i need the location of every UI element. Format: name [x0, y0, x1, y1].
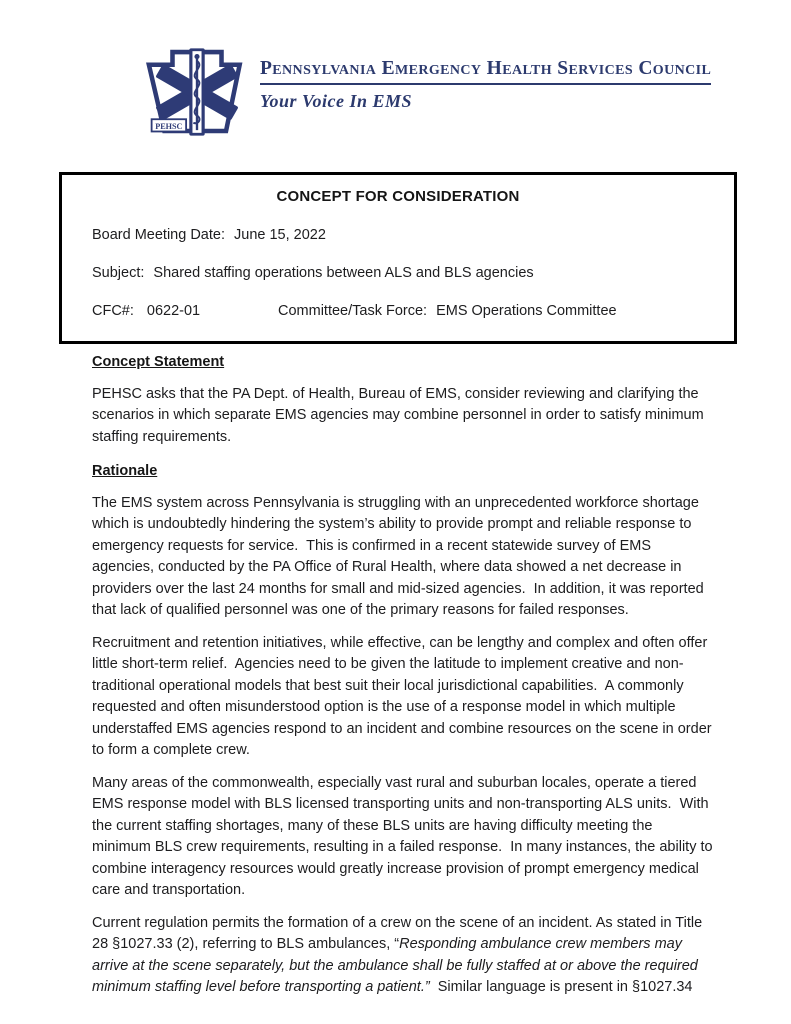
board-meeting-label: Board Meeting Date:	[92, 227, 225, 243]
cfc-committee-row	[92, 300, 704, 322]
cfc-label: CFC#:	[92, 303, 134, 319]
org-tagline: Your Voice In EMS	[260, 91, 413, 111]
concept-box	[59, 172, 737, 344]
rod-of-asclepius-icon	[192, 51, 201, 133]
concept-box-title: CONCEPT FOR CONSIDERATION	[276, 188, 520, 205]
regulation-text-lead: Current regulation permits the formation of a crew on the scene of an incident. As stated in Title 28 §1027.33 (2), referring to BLS ambulances, “	[92, 914, 707, 952]
committee-label: Committee/Task Force:	[278, 303, 428, 319]
cfc-number: 0622-01	[146, 303, 201, 319]
letterhead	[138, 44, 711, 140]
regulation-text-tail: Similar language is present in §1027.34	[429, 979, 693, 995]
pehsc-logo	[138, 44, 256, 140]
concept-statement-paragraph: PEHSC asks that the PA Dept. of Health, Bureau of EMS, consider reviewing and clarifying the scenarios in which separate EMS agencies may combine personnel in order to satisfy minimum staffing requirements.	[92, 385, 708, 445]
org-name: Pennsylvania Emergency Health Services Council	[260, 58, 711, 85]
pehsc-logo-icon	[138, 44, 256, 140]
logo-acronym: PEHSC	[155, 121, 183, 131]
rationale-heading: Rationale	[92, 463, 158, 479]
document-body	[92, 352, 717, 1010]
rationale-paragraph-3: Many areas of the commonwealth, especially vast rural and suburban locales, operate a tiered EMS response model with BLS licensed transporting units and non-transporting ALS units. With the current staffing shortages, many of these BLS units are having difficulty meeting the minimum BLS crew requirements, resulting in a failed response. In many instances, the ability to combine interagency resources would greatly increase provision of prompt emergency medical care and transportation.	[92, 774, 717, 898]
cfc-group	[92, 300, 278, 322]
subject-row	[92, 262, 704, 284]
rationale-paragraph-1: The EMS system across Pennsylvania is struggling with an unprecedented workforce shortage which is undoubtedly hindering the system’s ability to provide prompt and reliable response to emergency requests for service. This is confirmed in a recent statewide survey of EMS agencies, conducted by the PA Office of Rural Health, where data showed a net decrease in providers over the last 24 months for small and mid-sized agencies. In addition, it was reported that lack of qualified personnel was one of the primary reasons for failed responses.	[92, 494, 708, 618]
committee-value: EMS Operations Committee	[436, 303, 617, 319]
subject-value: Shared staffing operations between ALS and BLS agencies	[153, 265, 534, 281]
rationale-paragraph-4	[92, 913, 714, 999]
board-meeting-date: June 15, 2022	[234, 227, 326, 243]
regulation-quote-italic: Responding ambulance crew members may arrive at the scene separately, but the ambulance shall be fully staffed at or above the required minimum staffing level before transporting a patient.”	[92, 936, 702, 995]
rationale-paragraph-2: Recruitment and retention initiatives, while effective, can be lengthy and complex and often offer little short-term relief. Agencies need to be given the latitude to implement creative and non-traditional operational models that best suit their local jurisdictional capabilities. A commonly requested and often misunderstood option is the use of a response model in which multiple understaffed EMS agencies respond to an incident and combine resources on the scene in order to form a complete crew.	[92, 634, 716, 758]
masthead-text	[260, 44, 711, 112]
board-meeting-row	[92, 224, 704, 246]
concept-statement-heading: Concept Statement	[92, 354, 225, 370]
subject-label: Subject:	[92, 265, 145, 281]
